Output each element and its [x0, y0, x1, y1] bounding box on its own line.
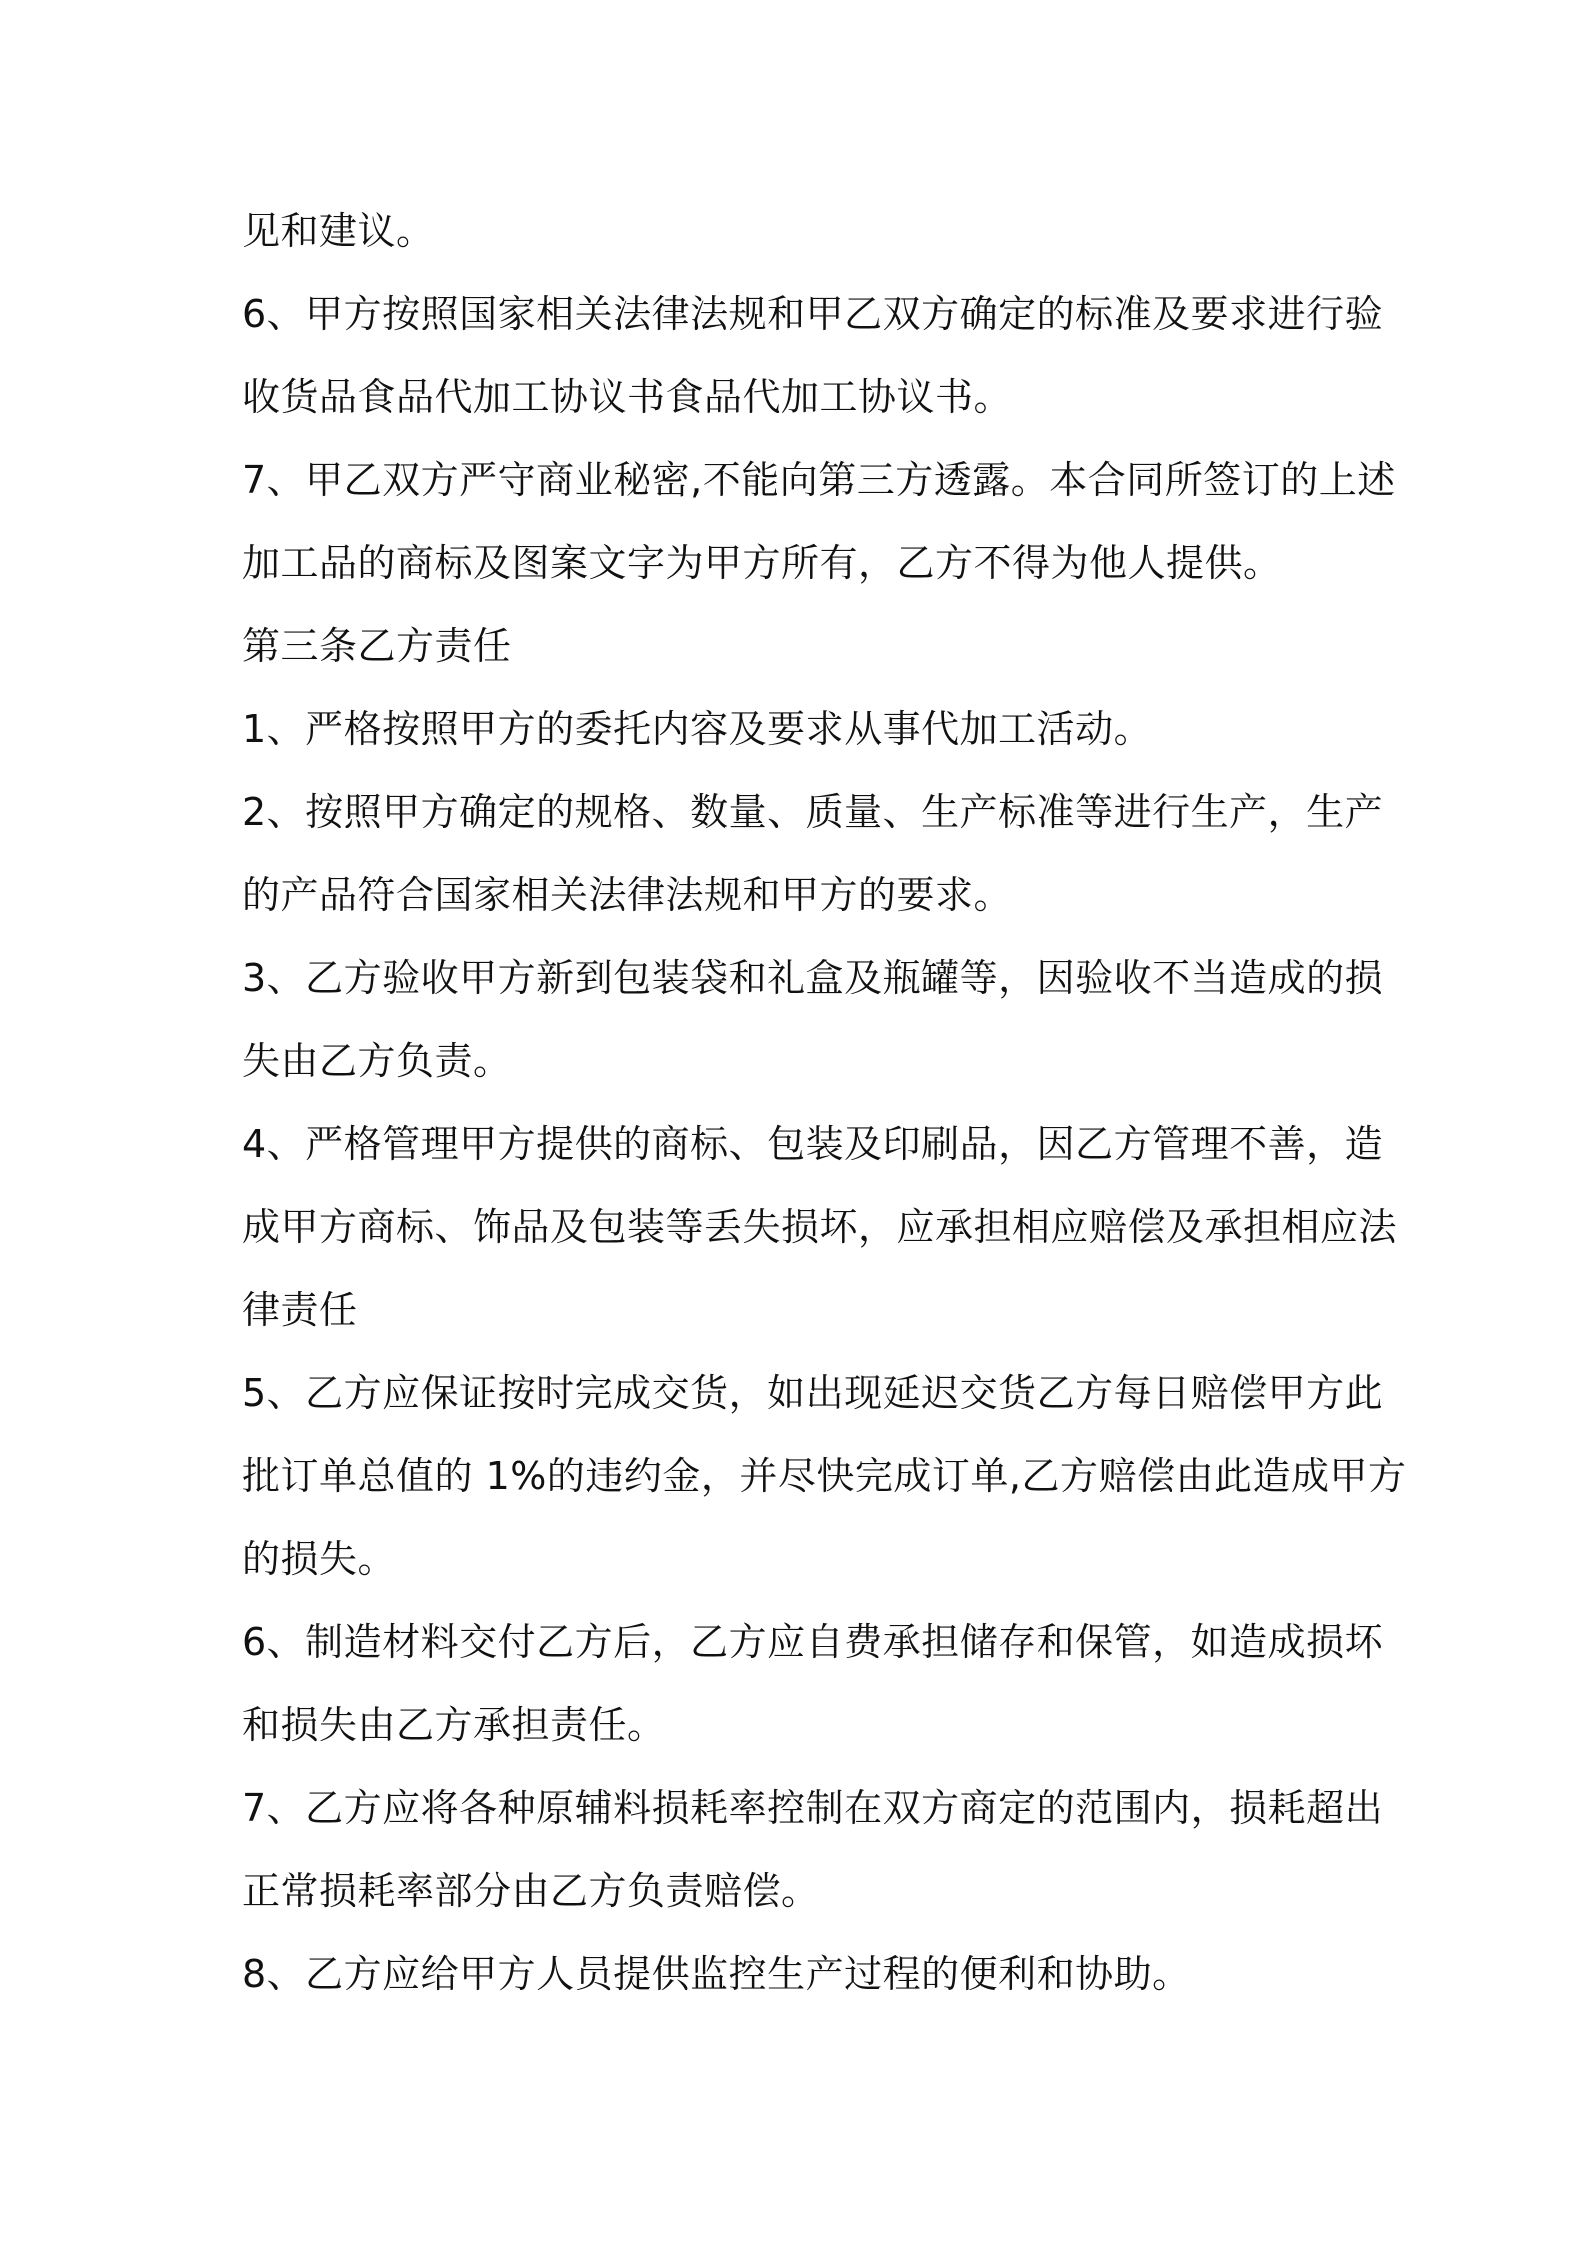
text-line: 见和建议。: [242, 209, 435, 253]
text-line: 4、严格管理甲方提供的商标、包装及印刷品，因乙方管理不善，造: [242, 1122, 1384, 1166]
text-line: 的损失。: [242, 1537, 397, 1581]
text-line: 8、乙方应给甲方人员提供监控生产过程的便利和协助。: [242, 1952, 1191, 1996]
text-line: 律责任: [242, 1288, 358, 1332]
text-line: 6、制造材料交付乙方后，乙方应自费承担储存和保管，如造成损坏: [242, 1620, 1384, 1664]
text-line: 收货品食品代加工协议书食品代加工协议书。: [242, 375, 1013, 419]
text-line: 1、严格按照甲方的委托内容及要求从事代加工活动。: [242, 707, 1153, 751]
text-line: 7、甲乙双方严守商业秘密,不能向第三方透露。本合同所签订的上述: [242, 458, 1396, 502]
text-line: 批订单总值的 1%的违约金，并尽快完成订单,乙方赔偿由此造成甲方: [242, 1454, 1407, 1498]
text-line: 的产品符合国家相关法律法规和甲方的要求。: [242, 873, 1013, 917]
text-line: 和损失由乙方承担责任。: [242, 1703, 666, 1747]
text-line: 5、乙方应保证按时完成交货，如出现延迟交货乙方每日赔偿甲方此: [242, 1371, 1384, 1415]
section-heading: 第三条乙方责任: [242, 624, 512, 668]
text-line: 7、乙方应将各种原辅料损耗率控制在双方商定的范围内，损耗超出: [242, 1786, 1384, 1830]
text-line: 3、乙方验收甲方新到包装袋和礼盒及瓶罐等，因验收不当造成的损: [242, 956, 1384, 1000]
document-page: [242, 190, 1407, 2016]
text-line: 失由乙方负责。: [242, 1039, 512, 1083]
text-line: 2、按照甲方确定的规格、数量、质量、生产标准等进行生产，生产: [242, 790, 1384, 834]
text-line: 成甲方商标、饰品及包装等丢失损坏，应承担相应赔偿及承担相应法: [242, 1205, 1398, 1249]
text-line: 加工品的商标及图案文字为甲方所有，乙方不得为他人提供。: [242, 541, 1282, 585]
text-line: 正常损耗率部分由乙方负责赔偿。: [242, 1869, 820, 1913]
text-line: 6、甲方按照国家相关法律法规和甲乙双方确定的标准及要求进行验: [242, 292, 1384, 336]
